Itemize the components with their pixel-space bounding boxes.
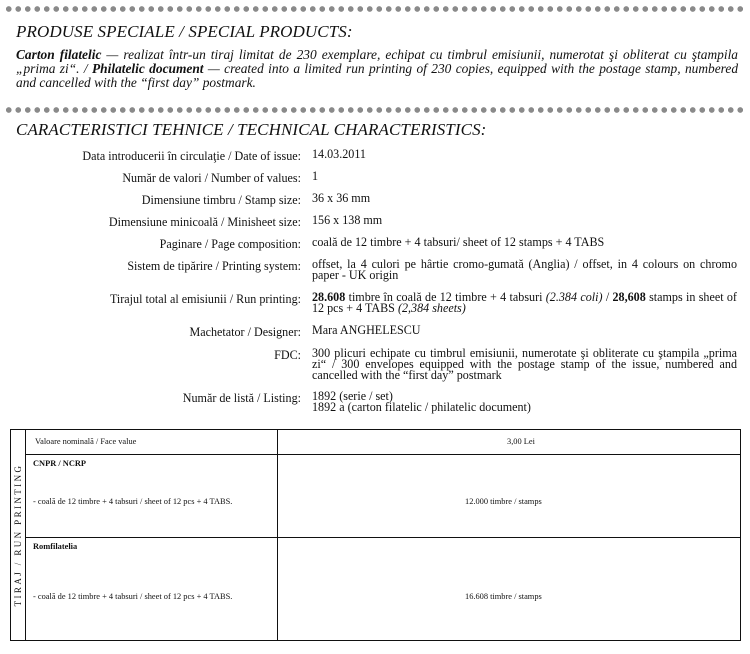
run-separator: / [602,290,613,304]
face-value: 3,00 Lei [507,437,535,446]
en-term: Philatelic document [92,61,204,76]
spec-value: 300 plicuri echipate cu timbrul emisiunii, numerotate şi obliterate cu ştampila „prima zi“ / 300 envelopes equipped with the postage stamp of the issue, numbered and cancelled with the “first day” postmark [312,346,737,382]
spec-label: FDC: [274,348,301,362]
spec-value [312,292,737,314]
spec-value: 156 x 138 mm [312,213,383,227]
special-products-heading: PRODUSE SPECIALE / SPECIAL PRODUCTS: [16,22,353,41]
spec-value: offset, la 4 culori pe hârtie cromo-gumată (Anglia) / offset, in 4 colours on chromo paper - UK origin [312,257,737,282]
dotted-divider-middle [4,107,746,113]
spec-value: coală de 12 timbre + 4 tabsuri/ sheet of 12 stamps + 4 TABS [312,235,605,249]
row-divider [25,537,740,538]
group-item: - coală de 12 timbre + 4 tabsuri / sheet of 12 pcs + 4 TABS. [33,497,233,506]
group-name: Romfilatelia [33,542,78,551]
group-item: - coală de 12 timbre + 4 tabsuri / sheet of 12 pcs + 4 TABS. [33,592,233,601]
spec-label: Număr de valori / Number of values: [122,171,301,185]
group-count: 12.000 timbre / stamps [465,497,542,506]
special-products-description [16,48,738,90]
spec-value: Mara ANGHELESCU [312,323,421,337]
spec-label: Dimensiune minicoală / Minisheet size: [108,215,301,229]
spec-value [312,391,737,413]
spec-label: Machetator / Designer: [189,325,301,339]
run-count-ro: 28.608 [312,290,346,304]
row-divider [25,454,740,455]
spec-label: Tirajul total al emisiunii / Run printing: [109,292,301,306]
spec-label: Paginare / Page composition: [159,237,301,251]
group-count: 16.608 timbre / stamps [465,592,542,601]
face-value-label: Valoare nominală / Face value [35,437,137,446]
en-text: — created into a limited run printing of 230 copies, equipped with the postage stamp, numbered and cancelled with the “first day” postmark. [16,61,739,90]
spec-label: Sistem de tipărire / Printing system: [127,259,301,273]
run-count-en: 28,608 [612,290,646,304]
ro-text: — realizat într-un tiraj limitat de 230 exemplare, echipat cu timbrul emisiunii, numerotat şi obliterat cu ştampila „prima zi“. / [16,47,738,76]
run-printing-table [10,429,741,641]
run-text-en: stamps in sheet of 12 pcs + 4 TABS [312,290,737,315]
spec-value: 36 x 36 mm [312,191,371,205]
vertical-label: TIRAJ / RUN PRINTING [13,463,23,607]
group-name: CNPR / NCRP [33,459,87,468]
technical-characteristics-heading: CARACTERISTICI TEHNICE / TECHNICAL CHARACTERISTICS: [16,120,487,139]
spec-value: 1 [312,169,319,183]
listing-document: 1892 a (carton filatelic / philatelic document) [312,400,531,414]
run-sheets-en: (2,384 sheets) [397,301,466,315]
spec-label: Număr de listă / Listing: [182,391,301,405]
dotted-divider-top [4,6,746,12]
ro-term: Carton filatelic [16,47,102,62]
spec-value: 14.03.2011 [312,147,366,161]
listing-set: 1892 (serie / set) [312,389,393,403]
run-sheets-ro: (2.384 coli) [545,290,603,304]
spec-label: Data introducerii în circulaţie / Date of issue: [82,149,301,163]
vertical-label-strip [11,430,26,640]
spec-label: Dimensiune timbru / Stamp size: [141,193,301,207]
column-divider [277,430,278,640]
run-text-ro: timbre în coală de 12 timbre + 4 tabsuri [345,290,546,304]
